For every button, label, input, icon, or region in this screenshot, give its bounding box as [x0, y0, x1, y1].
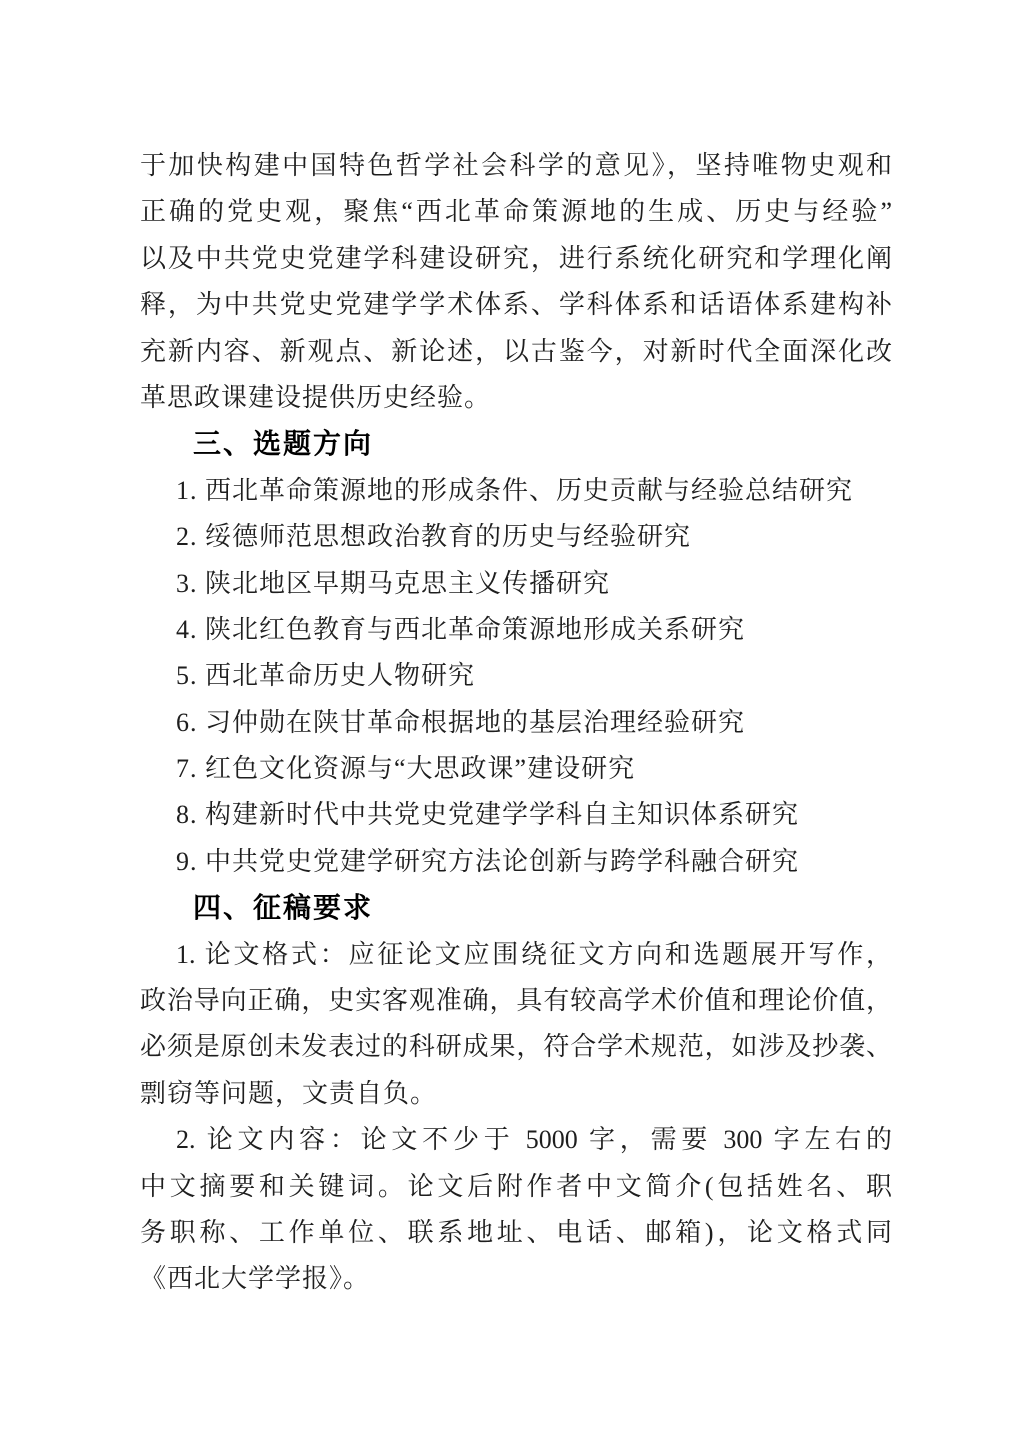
document-text-block: [140, 143, 892, 1303]
topic-list-item: 2. 绥德师范思想政治教育的历史与经验研究: [176, 522, 692, 552]
section-heading-topics: 三、选题方向: [193, 428, 374, 460]
paragraph-first-line: 1. 论文格式：应征论文应围绕征文方向和选题展开写作，: [176, 939, 892, 969]
paragraph-end-line: 《西北大学学报》。: [140, 1264, 371, 1294]
topic-list-item: 7. 红色文化资源与“大思政课”建设研究: [176, 754, 636, 784]
paragraph-line: 正确的党史观，聚焦“西北革命策源地的生成、历史与经验”: [140, 197, 892, 227]
paragraph-line: 于加快构建中国特色哲学社会科学的意见》，坚持唯物史观和: [140, 151, 892, 180]
section-heading-requirements: 四、征稿要求: [193, 892, 374, 924]
paragraph-first-line: 2. 论文内容：论文不少于 5000 字，需要 300 字左右的: [176, 1125, 892, 1155]
topic-list-item: 1. 西北革命策源地的形成条件、历史贡献与经验总结研究: [176, 475, 854, 505]
topic-list-item: 6. 习仲勋在陕甘革命根据地的基层治理经验研究: [176, 707, 746, 737]
paragraph-line: 释，为中共党史党建学学术体系、学科体系和话语体系建构补: [140, 290, 892, 320]
topic-list-item: 9. 中共党史党建学研究方法论创新与跨学科融合研究: [176, 846, 800, 876]
topic-list-item: 3. 陕北地区早期马克思主义传播研究: [176, 568, 611, 598]
paragraph-line: 中文摘要和关键词。论文后附作者中文简介(包括姓名、职: [140, 1171, 892, 1201]
paragraph-line: 务职称、工作单位、联系地址、电话、邮箱)，论文格式同: [140, 1217, 892, 1247]
paragraph-line: 政治导向正确，史实客观准确，具有较高学术价值和理论价值，: [140, 986, 892, 1016]
topic-list-item: 8. 构建新时代中共党史党建学学科自主知识体系研究: [176, 800, 800, 830]
paragraph-end-line: 革思政课建设提供历史经验。: [140, 382, 492, 412]
paragraph-end-line: 剽窃等问题，文责自负。: [140, 1078, 438, 1108]
paragraph-line: 充新内容、新观点、新论述，以古鉴今，对新时代全面深化改: [140, 336, 892, 366]
topic-list-item: 4. 陕北红色教育与西北革命策源地形成关系研究: [176, 614, 746, 644]
topic-list-item: 5. 西北革命历史人物研究: [176, 661, 476, 691]
paragraph-line: 以及中共党史党建学科建设研究，进行系统化研究和学理化阐: [140, 243, 892, 273]
paragraph-line: 必须是原创未发表过的科研成果，符合学术规范，如涉及抄袭、: [140, 1032, 892, 1062]
